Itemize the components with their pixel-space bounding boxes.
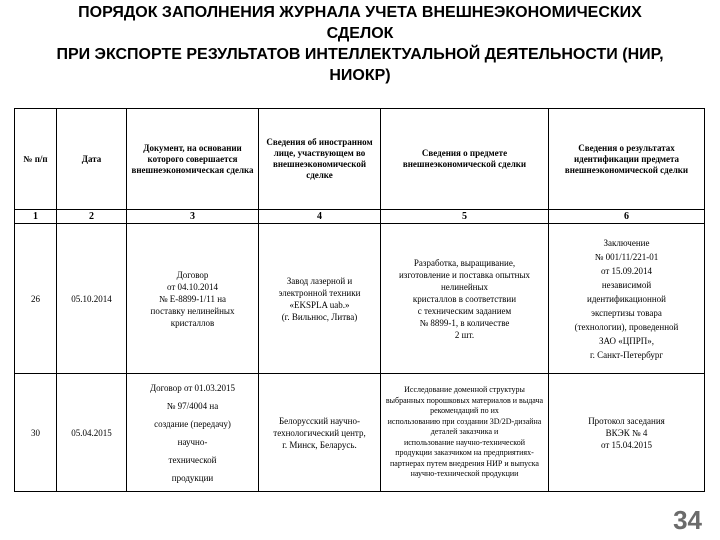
cell-line: научно-технической продукции (410, 469, 519, 479)
cell-line: ВКЭК № 4 (605, 427, 648, 438)
row-identification-cell (549, 374, 705, 492)
cell-line: «EKSPLA uab.» (289, 299, 350, 310)
page-title (0, 2, 720, 86)
cell-line: рекомендаций по их (430, 406, 499, 416)
cell-line: № 97/4004 на (166, 400, 219, 411)
cell-line: выбранных порошковых материалов и выдача (385, 395, 544, 405)
row-foreign-party-cell (259, 374, 381, 492)
cell-line: использование научно-технической (403, 437, 526, 447)
cell-line: с техническим заданием (417, 305, 512, 316)
cell-line: электронной техники (278, 287, 361, 298)
cell-line: от 15.09.2014 (600, 265, 653, 276)
cell-line: от 04.10.2014 (166, 281, 219, 292)
cell-line: Исследование доменной структуры (404, 385, 525, 395)
cell-line: Договор (176, 269, 209, 280)
page-number: 34 (673, 505, 702, 535)
column-number-row (15, 210, 705, 224)
table-row (15, 224, 705, 374)
row-subject-cell (381, 374, 549, 492)
column-number: 3 (127, 210, 259, 224)
cell-line: от 15.04.2015 (600, 439, 653, 450)
journal-table (14, 108, 705, 492)
cell-line: (технологии), проведенной (574, 321, 679, 332)
header-row (15, 109, 705, 210)
cell-line: ЗАО «ЦПРП», (598, 335, 655, 346)
row-foreign-party-cell (259, 224, 381, 374)
row-date-cell: 05.04.2015 (57, 374, 127, 492)
cell-line: идентификационной (587, 293, 666, 304)
cell-line: Разработка, выращивание, (413, 257, 516, 268)
cell-line: партнерах путем внедрения НИР и выпуска (390, 458, 539, 468)
cell-line: создание (передачу) (154, 418, 231, 429)
row-document-cell (127, 224, 259, 374)
table-row (15, 374, 705, 492)
header-cell-identification: Сведения о результатах идентификации предмета внешнеэкономической сделки (549, 109, 705, 210)
cell-line: нелинейных (440, 281, 489, 292)
cell-line: научно- (177, 436, 208, 447)
row-number-cell: 26 (15, 224, 57, 374)
row-identification-cell (549, 224, 705, 374)
cell-line: г. Минск, Беларусь. (282, 439, 357, 450)
cell-line: технологический центр, (273, 427, 366, 438)
cell-line: № 001/11/221-01 (594, 251, 659, 262)
header-cell-document: Документ, на основании которого совершается внешнеэкономическая сделка (127, 109, 259, 210)
cell-line: г. Санкт-Петербург (589, 349, 664, 360)
cell-line: экспертизы товара (591, 307, 662, 318)
cell-line: поставку нелинейных (150, 305, 235, 316)
column-number: 4 (259, 210, 381, 224)
cell-line: Белорусский научно- (279, 415, 360, 426)
header-cell-subject: Сведения о предмете внешнеэкономической сделки (381, 109, 549, 210)
title-line-3: ПРИ ЭКСПОРТЕ РЕЗУЛЬТАТОВ ИНТЕЛЛЕКТУАЛЬНОЙ ДЕЯТЕЛЬНОСТИ (НИР, (56, 46, 664, 63)
cell-line: (г. Вильнюс, Литва) (281, 311, 358, 322)
row-number-cell: 30 (15, 374, 57, 492)
cell-line: кристаллов в соответствии (412, 293, 517, 304)
cell-line: технической (168, 454, 217, 465)
cell-line: деталей заказчика и (430, 427, 499, 437)
column-number: 2 (57, 210, 127, 224)
title-line-4: НИОКР) (329, 67, 391, 84)
row-subject-cell (381, 224, 549, 374)
cell-line: независимой (601, 279, 652, 290)
cell-line: Протокол заседания (588, 415, 665, 426)
header-cell-number: № п/п (15, 109, 57, 210)
column-number: 6 (549, 210, 705, 224)
row-date-cell: 05.10.2014 (57, 224, 127, 374)
column-number: 5 (381, 210, 549, 224)
cell-line: Договор от 01.03.2015 (149, 382, 236, 393)
cell-line: № E-8899-1/11 на (158, 293, 227, 304)
column-number: 1 (15, 210, 57, 224)
title-line-1: ПОРЯДОК ЗАПОЛНЕНИЯ ЖУРНАЛА УЧЕТА ВНЕШНЕЭКОНОМИЧЕСКИХ (78, 4, 642, 21)
row-document-cell (127, 374, 259, 492)
title-line-2: СДЕЛОК (326, 25, 394, 42)
cell-line: Завод лазерной и (286, 275, 353, 286)
cell-line: изготовление и поставка опытных (398, 269, 531, 280)
cell-line: № 8899-1, в количестве (419, 317, 510, 328)
cell-line: Заключение (603, 237, 650, 248)
cell-line: использованию при создании 3D/2D-дизайна (387, 416, 542, 426)
header-cell-foreign-party: Сведения об иностранном лице, участвующем во внешнеэкономической сделке (259, 109, 381, 210)
cell-line: кристаллов (170, 317, 215, 328)
cell-line: продукции (171, 472, 214, 483)
cell-line: продукции заказчиком на предприятиях- (395, 448, 534, 458)
header-cell-date: Дата (57, 109, 127, 210)
cell-line: 2 шт. (454, 329, 475, 340)
